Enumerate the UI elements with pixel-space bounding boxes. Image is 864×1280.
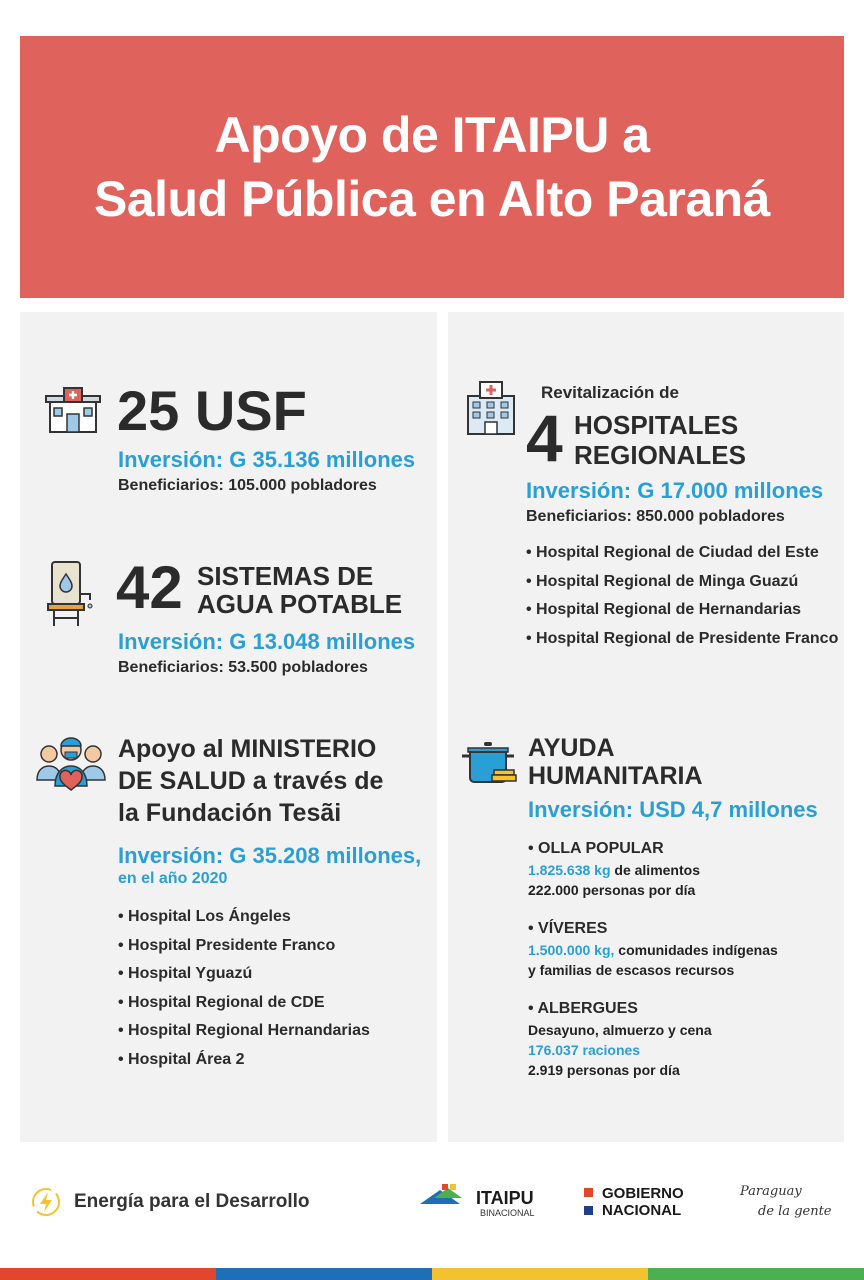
footer-color-bar [0,1268,864,1280]
hospitales-beneficiaries: Beneficiarios: 850.000 pobladores [526,508,785,525]
viveres-title: • VÍVERES [528,920,608,937]
gobierno-line1: GOBIERNO [602,1185,684,1202]
viveres-amount-line [528,940,778,960]
list-item: • Hospital Presidente Franco [118,932,370,961]
energy-icon [30,1186,62,1218]
paraguay-line2: de la gente [758,1204,832,1219]
olla-title: • OLLA POPULAR [528,840,664,857]
hospitales-title-line1: HOSPITALES [574,410,739,440]
ministerio-hospital-list [118,903,370,1074]
list-item: • Hospital Regional de CDE [118,989,370,1018]
agua-beneficiaries: Beneficiarios: 53.500 pobladores [118,659,368,676]
footer-slogan: Energía para el Desarrollo [74,1191,310,1212]
viveres-suffix: comunidades indígenas [614,942,778,958]
water-tank-icon [46,560,98,628]
cooking-pot-icon [460,740,518,786]
ministerio-year: en el año 2020 [118,870,228,887]
ayuda-investment: Inversión: USD 4,7 millones [528,797,818,822]
header-banner [20,36,844,298]
paraguay-logo [740,1184,840,1224]
agua-title-line2: AGUA POTABLE [197,589,403,619]
olla-people: 222.000 personas por día [528,882,696,898]
usf-investment: Inversión: G 35.136 millones [118,447,416,472]
itaipu-name: ITAIPU [476,1188,534,1208]
clinic-icon [44,386,102,434]
ministerio-investment: Inversión: G 35.208 millones, [118,843,422,868]
hospitales-list [526,539,838,653]
list-item: • Hospital Regional de Minga Guazú [526,568,838,597]
itaipu-sub: BINACIONAL [480,1208,535,1218]
list-item: • Hospital Área 2 [118,1046,370,1075]
gobierno-line2: NACIONAL [602,1202,682,1219]
gobierno-red-square [584,1188,593,1197]
ministerio-title-line2: DE SALUD a través de [118,767,384,795]
agua-title-line1: SISTEMAS DE [197,561,374,591]
viveres-line2: y familias de escasos recursos [528,962,735,978]
list-item: • Hospital Regional de Ciudad del Este [526,539,838,568]
albergues-amount: 176.037 raciones [528,1042,641,1058]
hospitales-intro: Revitalización de [541,383,679,402]
usf-count: 25 USF [117,379,307,442]
page-title-line1: Apoyo de ITAIPU a [214,107,650,163]
olla-amount-line [528,860,700,880]
list-item: • Hospital Los Ángeles [118,903,370,932]
gobierno-blue-square [584,1206,593,1215]
agua-investment: Inversión: G 13.048 millones [118,629,416,654]
paraguay-line1: Paraguay [740,1184,802,1199]
itaipu-logo [420,1184,550,1224]
viveres-amount: 1.500.000 kg, [528,942,615,958]
list-item: • Hospital Yguazú [118,960,370,989]
usf-beneficiaries: Beneficiarios: 105.000 pobladores [118,477,377,494]
health-workers-icon [36,736,106,792]
albergues-line1: Desayuno, almuerzo y cena [528,1022,712,1038]
ministerio-title-line3: la Fundación Tesãi [118,799,342,827]
footer-bar-red [0,1268,216,1280]
olla-amount-suffix: de alimentos [610,862,700,878]
page-title-line2: Salud Pública en Alto Paraná [94,171,770,227]
hospitales-title-line2: REGIONALES [574,440,746,470]
olla-amount: 1.825.638 kg [528,862,611,878]
agua-count: 42 [116,554,183,621]
ayuda-title-line2: HUMANITARIA [528,762,703,790]
ministerio-title-line1: Apoyo al MINISTERIO [118,735,377,763]
list-item: • Hospital Regional Hernandarias [118,1017,370,1046]
list-item: • Hospital Regional de Presidente Franco [526,625,838,654]
footer-bar-blue [216,1268,432,1280]
footer-bar-yellow [432,1268,648,1280]
footer-bar-green [648,1268,864,1280]
hospitales-investment: Inversión: G 17.000 millones [526,478,824,503]
list-item: • Hospital Regional de Hernandarias [526,596,838,625]
albergues-people: 2.919 personas por día [528,1062,680,1078]
albergues-title: • ALBERGUES [528,1000,638,1017]
hospital-building-icon [464,380,518,436]
gobierno-logo [584,1186,714,1222]
ayuda-title-line1: AYUDA [528,734,615,762]
hospitales-count: 4 [526,401,563,475]
